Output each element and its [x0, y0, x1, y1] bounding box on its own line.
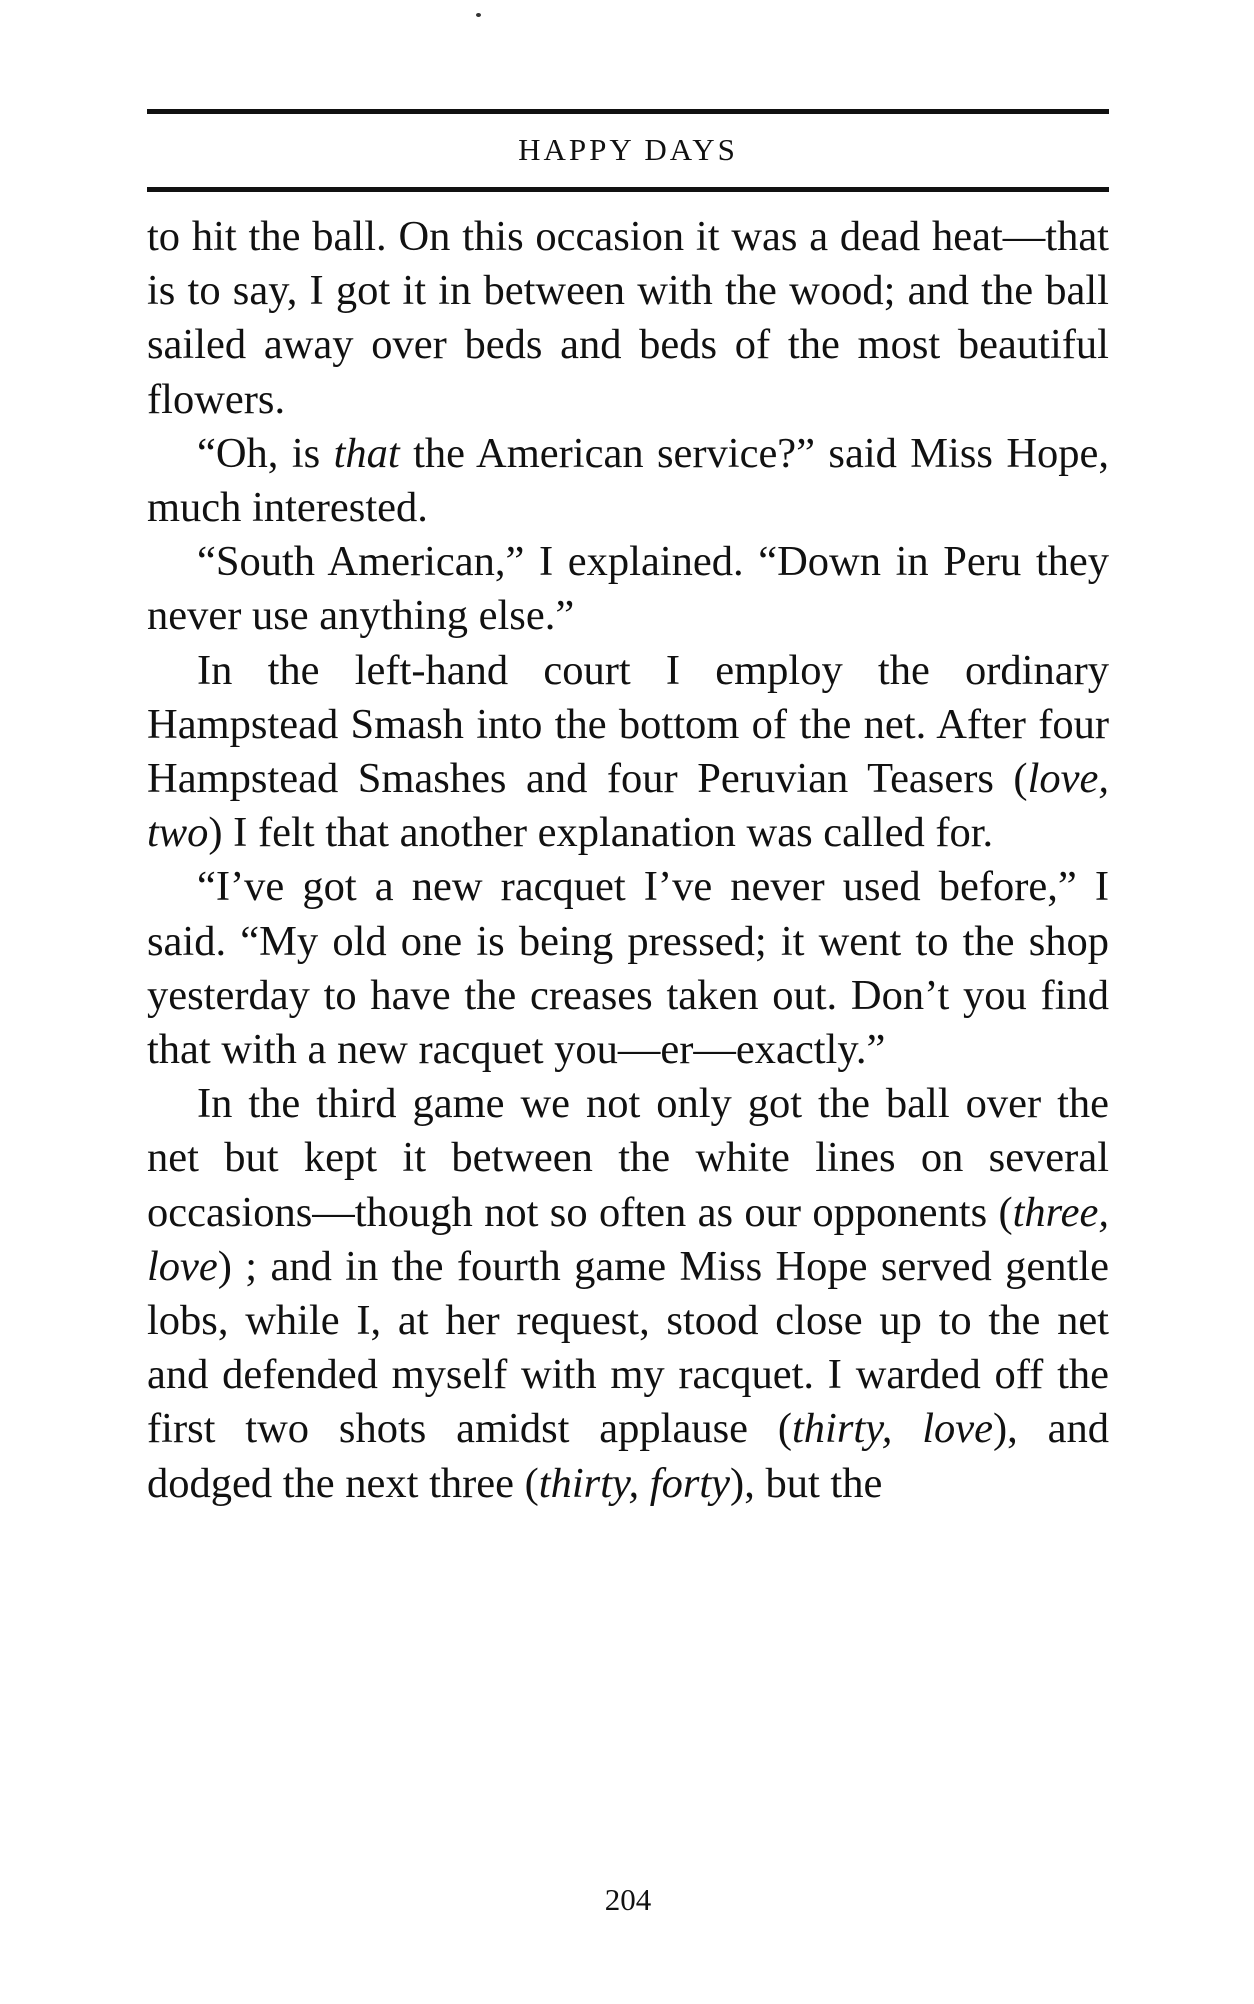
- paragraph-6: [147, 1077, 1109, 1511]
- paragraph-4-text-a: In the left-hand court I employ the ordinary Hampstead Smash into the bottom of the net. After four Hampstead Smashes and four Peruvian Teasers (: [147, 646, 1109, 803]
- paragraph-6-text-b: ) ; and in the fourth game Miss Hope served gentle lobs, while I, at her request, stood close up to the net and defended myself with my racquet. I warded off the first two shots amidst applause (: [147, 1242, 1109, 1453]
- paragraph-6-text-c: ), and dodged the next three (: [147, 1405, 1109, 1507]
- paragraph-2-text-a: “Oh, is: [197, 429, 334, 477]
- paragraph-2-text-b: the American service?” said Miss Hope, much interested.: [147, 429, 1110, 532]
- paragraph-6-italic-2: thirty, love: [792, 1405, 993, 1453]
- page-number: 204: [604, 1882, 652, 1917]
- paragraph-4: [147, 644, 1109, 861]
- paragraph-3: [147, 535, 1109, 643]
- paragraph-4-italic: love, two: [147, 755, 1109, 857]
- paragraph-2: [147, 427, 1109, 535]
- paragraph-6-text-d: ), but the: [730, 1459, 883, 1507]
- paragraph-5: [147, 860, 1109, 1077]
- paragraph-1: [147, 210, 1109, 427]
- body-text: [147, 210, 1109, 1511]
- paragraph-1-text: to hit the ball. On this occasion it was a dead heat—that is to say, I got it in between with the wood; and the ball sailed away over beds and beds of the most beautiful flowers.: [147, 213, 1109, 423]
- paragraph-2-italic: that: [333, 429, 400, 477]
- paragraph-6-italic-3: thirty, forty: [538, 1459, 731, 1507]
- paragraph-3-text: “South American,” I explained. “Down in Peru they never use anything else.”: [147, 538, 1109, 640]
- header-bottom-rule: [147, 187, 1109, 192]
- header-top-rule: [147, 109, 1109, 114]
- paragraph-4-text-b: ) I felt that another explanation was called for.: [208, 809, 994, 857]
- ink-speck: [476, 13, 481, 17]
- paragraph-6-italic-1: three, love: [147, 1188, 1109, 1290]
- paragraph-6-text-a: In the third game we not only got the ball over the net but kept it between the white lines on several occasions—though not so often as our opponents (: [147, 1080, 1109, 1236]
- running-head: HAPPY DAYS: [518, 132, 738, 167]
- paragraph-5-text: “I’ve got a new racquet I’ve never used before,” I said. “My old one is being pressed; it went to the shop yesterday to have the creases taken out. Don’t you find that with a new racquet you—er—exactly.”: [147, 863, 1109, 1074]
